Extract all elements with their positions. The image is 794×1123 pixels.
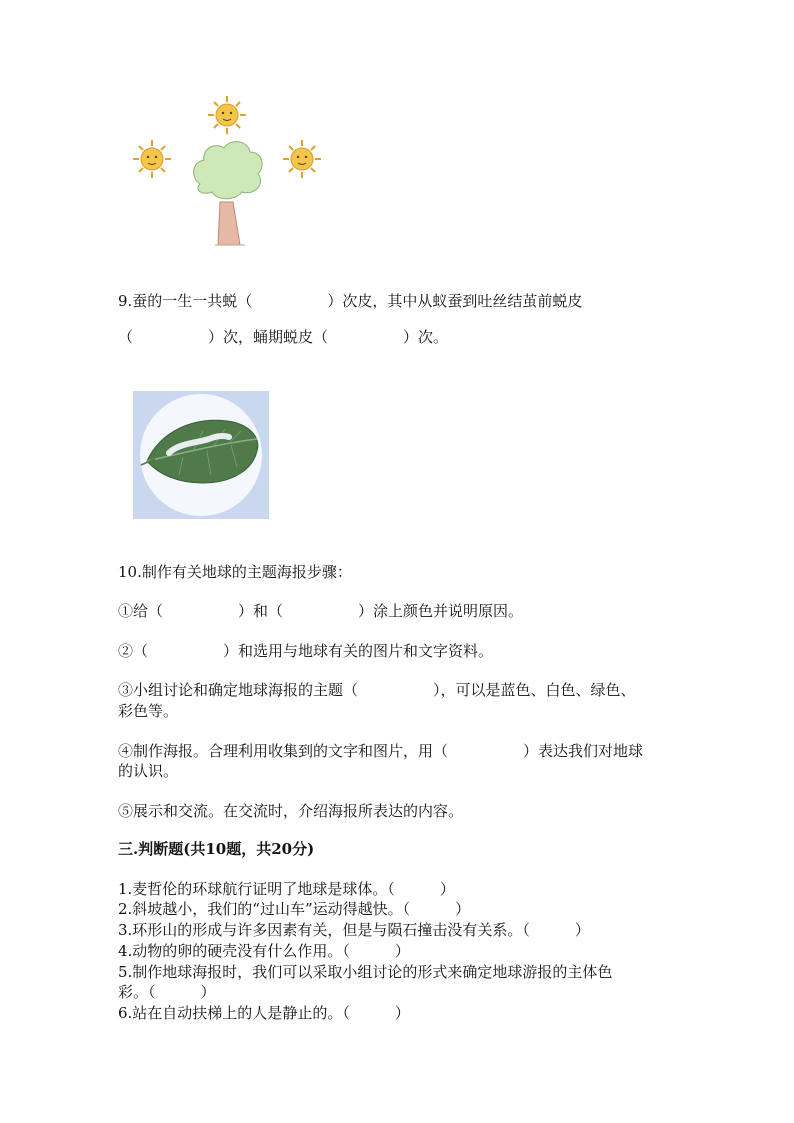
suns-and-tree-illustration <box>130 92 330 252</box>
q9-line-2: （ ）次，蛹期蜕皮（ ）次。 <box>118 328 449 346</box>
tf-item-6: 6.站在自动扶梯上的人是静止的。（ ） <box>118 1004 410 1022</box>
section-3-heading: 三.判断题(共10题，共20分) <box>118 840 315 858</box>
q10-step-3-line-2: 彩色等。 <box>118 702 179 720</box>
tf-item-2: 2.斜坡越小，我们的“过山车”运动得越快。（ ） <box>118 900 471 918</box>
silkworm-on-leaf-image <box>133 391 269 519</box>
tf-item-1: 1.麦哲伦的环球航行证明了地球是球体。（ ） <box>118 880 455 898</box>
sun-top <box>208 96 246 134</box>
tf-item-4: 4.动物的卵的硬壳没有什么作用。（ ） <box>118 942 410 960</box>
q10-step-4-line-2: 的认识。 <box>118 762 179 780</box>
q10-step-5: ⑤展示和交流。在交流时，介绍海报所表达的内容。 <box>118 802 464 820</box>
q10-step-1: ①给（ ）和（ ）涂上颜色并说明原因。 <box>118 602 524 620</box>
tree <box>194 142 263 245</box>
sun-right <box>283 140 321 178</box>
sun-left <box>133 140 171 178</box>
q10-step-2: ②（ ）和选用与地球有关的图片和文字资料。 <box>118 642 494 660</box>
q10-title: 10.制作有关地球的主题海报步骤： <box>118 563 352 581</box>
tf-item-5-line-1: 5.制作地球海报时，我们可以采取小组讨论的形式来确定地球游报的主体色 <box>118 963 613 981</box>
q9-line-1: 9.蚕的一生一共蜕（ ）次皮，其中从蚁蚕到吐丝结茧前蜕皮 <box>118 292 583 310</box>
tf-item-3: 3.环形山的形成与许多因素有关，但是与陨石撞击没有关系。（ ） <box>118 921 590 939</box>
q10-step-4-line-1: ④制作海报。合理利用收集到的文字和图片，用（ ）表达我们对地球 <box>118 742 644 760</box>
tf-item-5-line-2: 彩。（ ） <box>118 983 216 1001</box>
q10-step-3-line-1: ③小组讨论和确定地球海报的主题（ ），可以是蓝色、白色、绿色、 <box>118 681 636 699</box>
